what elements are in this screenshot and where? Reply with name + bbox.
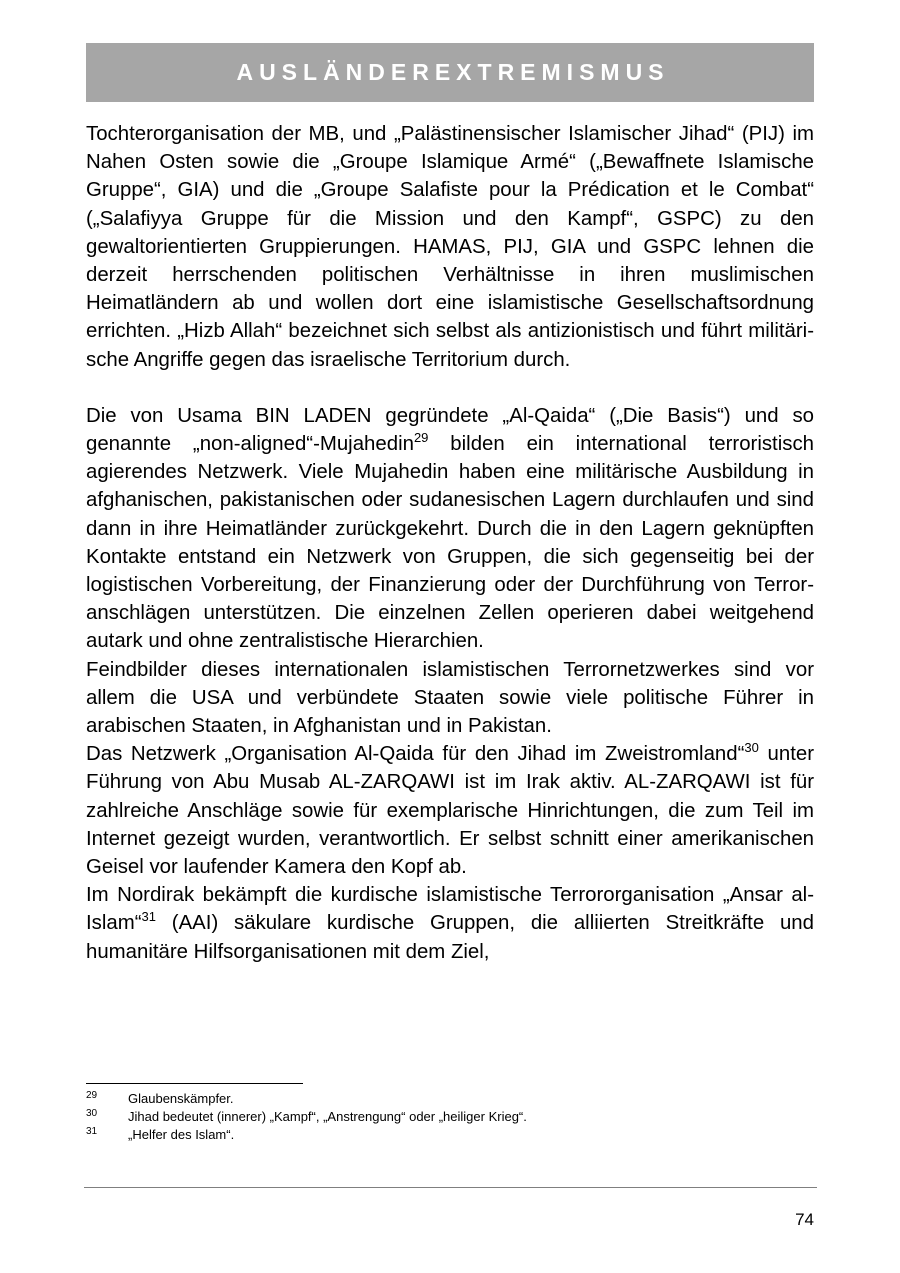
footnote-number: 31 xyxy=(86,1126,98,1137)
paragraph-4-text-a: Das Netzwerk „Organisation Al-Qaida für den Jihad im Zweistromland“ xyxy=(86,743,745,766)
footnote-number: 30 xyxy=(86,1108,98,1119)
main-text xyxy=(86,120,814,966)
paragraph-3: Feindbilder dieses internationalen islamistischen Terrornetzwerkes sind vor allem die USA und verbündete Staaten sowie viele politische Führer in arabischen Staaten, in Afghanistan und in Pakistan. xyxy=(86,658,814,738)
paragraph-5 xyxy=(86,881,814,966)
footnote-number: 29 xyxy=(86,1090,98,1101)
paragraph-5-text-a: Im Nordirak bekämpft die kurdische islamistische Terrororganisation „Ansar al-Islam“ xyxy=(86,884,814,935)
paragraph-2 xyxy=(86,402,814,656)
footnote-ref-31: 31 xyxy=(141,909,156,925)
footnote-31 xyxy=(86,1126,814,1144)
paragraph-2-text-a: Die von Usama BIN LADEN gegründete „Al-Qaida“ („Die Basis“) und so genannte „non-aligned“-Mujahedin xyxy=(86,404,814,456)
footnote-text: „Helfer des Islam“. xyxy=(128,1127,235,1142)
paragraph-4 xyxy=(86,740,814,881)
chapter-title: AUSLÄNDEREXTREMISMUS xyxy=(236,59,670,85)
footnote-divider xyxy=(86,1083,303,1084)
footer-divider xyxy=(84,1187,817,1188)
paragraph-4-text-b: unter Führung von Abu Musab AL-ZARQAWI ist im Irak aktiv. AL-ZARQAWI ist für zahlreiche Anschläge sowie für exemplarische Hinrichtungen, die zum Teil im Internet gezeigt wurden, verantwortlich. Er selbst schnitt einer amerikanischen Geisel vor laufender Kamera den Kopf ab. xyxy=(86,743,814,879)
chapter-header xyxy=(86,43,814,102)
paragraph-5-text-b: (AAI) säkulare kurdische Gruppen, die alliierten Streitkräfte und humanitäre Hilfsorganisationen mit dem Ziel, xyxy=(86,912,814,963)
footnote-ref-29: 29 xyxy=(413,430,429,446)
footnotes xyxy=(86,1090,814,1144)
paragraph-2-text-b: bilden ein international terroristisch agierendes Netzwerk. Viele Mujahedin haben eine militärische Ausbildung in afghanischen, pakistanischen oder sudanesischen Lagern durchlaufen und sind dann in ihre Heimatländer zurückgekehrt. Durch die in den Lagern geknüpften Kontakte entstand ein Netzwerk von Gruppen, die sich gegenseitig bei der logistischen Vorbereitung, der Finanzierung oder der Durchführung von Terroranschlägen unterstützen. Die einzelnen Zellen operieren dabei weitgehend autark und ohne zentralistische Hierarchien. xyxy=(86,433,814,653)
paragraph-1: Tochterorganisation der MB, und „Palästinensischer Islamischer Jihad“ (PIJ) im Nahen Osten sowie die „Groupe Islamique Armé“ („Bewaffnete Islamische Gruppe“, GIA) und die „Groupe Salafiste pour la Prédication et le Combat“ („Salafiyya Gruppe für die Mission und den Kampf“, GSPC) zu den gewaltorientierten Gruppierungen. HAMAS, PIJ, GIA und GSPC lehnen die derzeit herrschenden politischen Verhältnisse in ihren muslimischen Heimatländern ab und wollen dort eine islamistische Gesellschaftsordnung errichten. „Hizb Allah“ bezeichnet sich selbst als antizionistisch und führt militärische Angriffe gegen das israelische Territorium durch. xyxy=(86,123,814,371)
page-number: 74 xyxy=(795,1210,814,1229)
footnote-text: Glaubenskämpfer. xyxy=(128,1091,234,1106)
footnote-29 xyxy=(86,1090,814,1108)
footnote-30 xyxy=(86,1108,814,1126)
footnote-text: Jihad bedeutet (innerer) „Kampf“, „Anstrengung“ oder „heiliger Krieg“. xyxy=(128,1109,527,1124)
footnote-ref-30: 30 xyxy=(744,740,759,756)
